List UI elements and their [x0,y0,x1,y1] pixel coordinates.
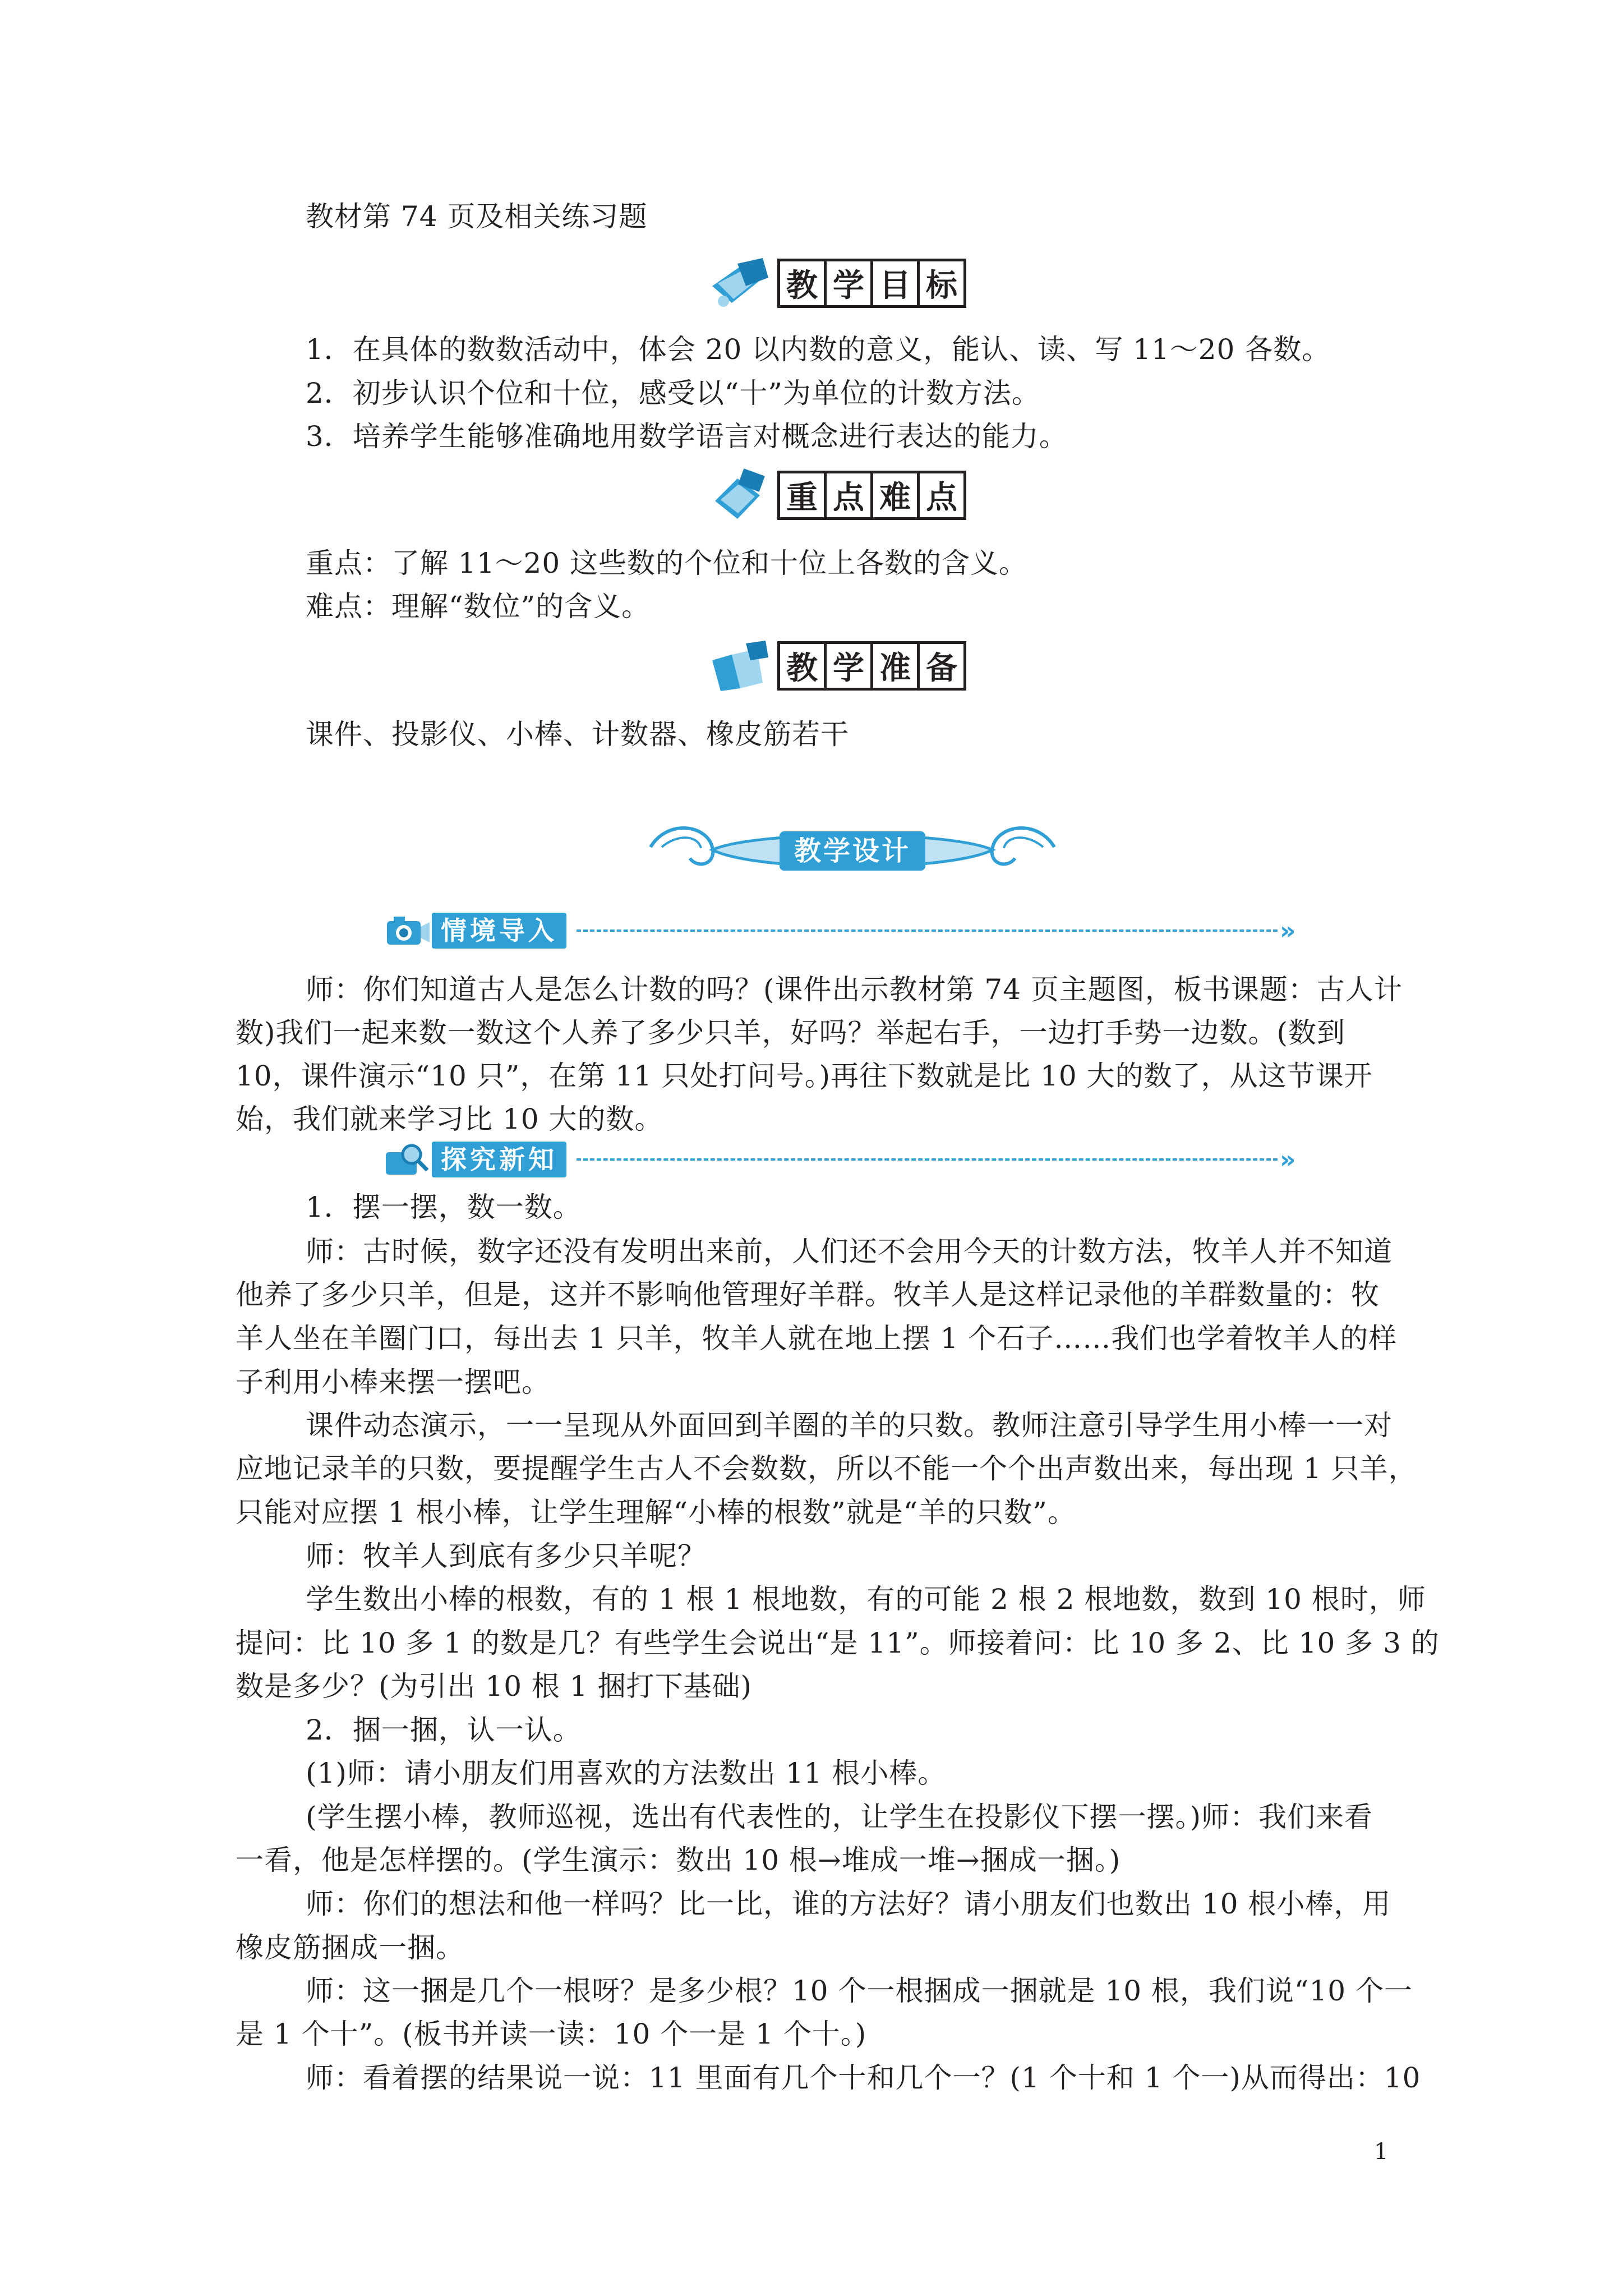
heading-char: 学 [824,259,873,308]
heading-char: 目 [870,259,920,308]
dashed-divider [577,930,1278,932]
explore-line: 学生数出小棒的根数，有的 1 根 1 根地数，有的可能 2 根 2 根地数，数到 10 根时，师 [306,1583,1426,1616]
goal-item: 2．初步认识个位和十位，感受以“十”为单位的计数方法。 [306,377,1040,409]
double-chevron-icon: » [1280,916,1296,945]
section-heading-prep [707,638,963,694]
explore-line: 子利用小棒来摆一摆吧。 [236,1366,550,1398]
explore-line: (学生摆小棒，教师巡视，选出有代表性的，让学生在投影仪下摆一摆。)师：我们来看 [306,1801,1373,1833]
section-heading-goals [707,255,963,311]
goal-item: 1．在具体的数数活动中，体会 20 以内数的意义，能认、读、写 11～20 各数。 [306,333,1331,366]
explore-line: 2．捆一捆，认一认。 [306,1714,582,1746]
heading-char: 难 [870,471,920,520]
section-tag-label: 探究新知 [432,1142,566,1177]
intro-line: 师：你们知道古人是怎么计数的吗？(课件出示教材第 74 页主题图，板书课题：古人计 [306,973,1403,1006]
dashed-divider [577,1158,1278,1161]
camera-icon [381,911,432,950]
page-number: 1 [1374,2139,1389,2165]
heading-char: 教 [777,641,827,691]
keypoint-item: 难点：理解“数位”的含义。 [306,590,651,623]
intro-line: 10，课件演示“10 只”，在第 11 只处打问号。)再往下数就是比 10 大的数了，从这节课开 [236,1060,1373,1092]
explore-line: 一看，他是怎样摆的。(学生演示：数出 10 根→堆成一堆→捆成一捆。) [236,1844,1121,1876]
heading-char: 点 [824,471,873,520]
explore-line: 提问：比 10 多 1 的数是几？有些学生会说出“是 11”。师接着问：比 10 多 2、比 10 多 3 的 [236,1627,1440,1659]
heading-char: 备 [917,641,966,691]
explore-line: 他养了多少只羊，但是，这并不影响他管理好羊群。牧羊人是这样记录他的羊群数量的：牧 [236,1278,1380,1311]
section-heading-keypoints [707,467,963,523]
design-banner [645,808,1060,892]
explore-line: 应地记录羊的只数，要提醒学生古人不会数数，所以不能一个个出声数出来，每出现 1 只羊， [236,1452,1417,1485]
heading-char: 教 [777,259,827,308]
book-icon [707,255,774,311]
book-icon [707,638,774,694]
section-tag-intro [381,911,1295,950]
explore-line: 只能对应摆 1 根小棒，让学生理解“小棒的根数”就是“羊的只数”。 [236,1496,1076,1529]
heading-char: 准 [870,641,920,691]
explore-line: 数是多少？(为引出 10 根 1 捆打下基础) [236,1670,753,1703]
explore-line: 1．摆一摆，数一数。 [306,1191,582,1223]
design-banner-title: 教学设计 [794,835,911,867]
section-tag-explore [381,1140,1295,1179]
explore-line: 师：这一捆是几个一根呀？是多少根？10 个一根捆成一捆就是 10 根，我们说“10 个一 [306,1975,1413,2007]
magnifier-icon [381,1140,432,1179]
explore-line: 师：牧羊人到底有多少只羊呢？ [306,1540,706,1572]
goal-item: 3．培养学生能够准确地用数学语言对概念进行表达的能力。 [306,420,1068,453]
prep-text: 课件、投影仪、小棒、计数器、橡皮筋若干 [306,718,849,751]
book-icon [707,467,774,523]
intro-line: 数)我们一起来数一数这个人养了多少只羊，好吗？举起右手，一边打手势一边数。(数到 [236,1016,1346,1049]
double-chevron-icon: » [1280,1145,1296,1174]
intro-line: 始，我们就来学习比 10 大的数。 [236,1103,663,1135]
heading-char: 标 [917,259,966,308]
explore-line: 是 1 个十”。(板书并读一读：10 个一是 1 个十。) [236,2018,867,2050]
heading-char: 重 [777,471,827,520]
heading-char: 学 [824,641,873,691]
explore-line: 课件动态演示，一一呈现从外面回到羊圈的羊的只数。教师注意引导学生用小棒一一对 [306,1409,1393,1442]
explore-line: (1)师：请小朋友们用喜欢的方法数出 11 根小棒。 [306,1757,947,1789]
keypoint-item: 重点：了解 11～20 这些数的个位和十位上各数的含义。 [306,547,1028,579]
material-reference: 教材第 74 页及相关练习题 [306,200,648,233]
explore-line: 橡皮筋捆成一捆。 [236,1931,464,1964]
heading-char: 点 [917,471,966,520]
explore-line: 羊人坐在羊圈门口，每出去 1 只羊，牧羊人就在地上摆 1 个石子……我们也学着牧羊人的样 [236,1322,1398,1355]
explore-line: 师：古时候，数字还没有发明出来前，人们还不会用今天的计数方法，牧羊人并不知道 [306,1235,1393,1268]
explore-line: 师：看着摆的结果说一说：11 里面有几个十和几个一？(1 个十和 1 个一)从而得出：10 [306,2062,1421,2094]
section-tag-label: 情境导入 [432,913,566,949]
explore-line: 师：你们的想法和他一样吗？比一比，谁的方法好？请小朋友们也数出 10 根小棒，用 [306,1888,1391,1920]
